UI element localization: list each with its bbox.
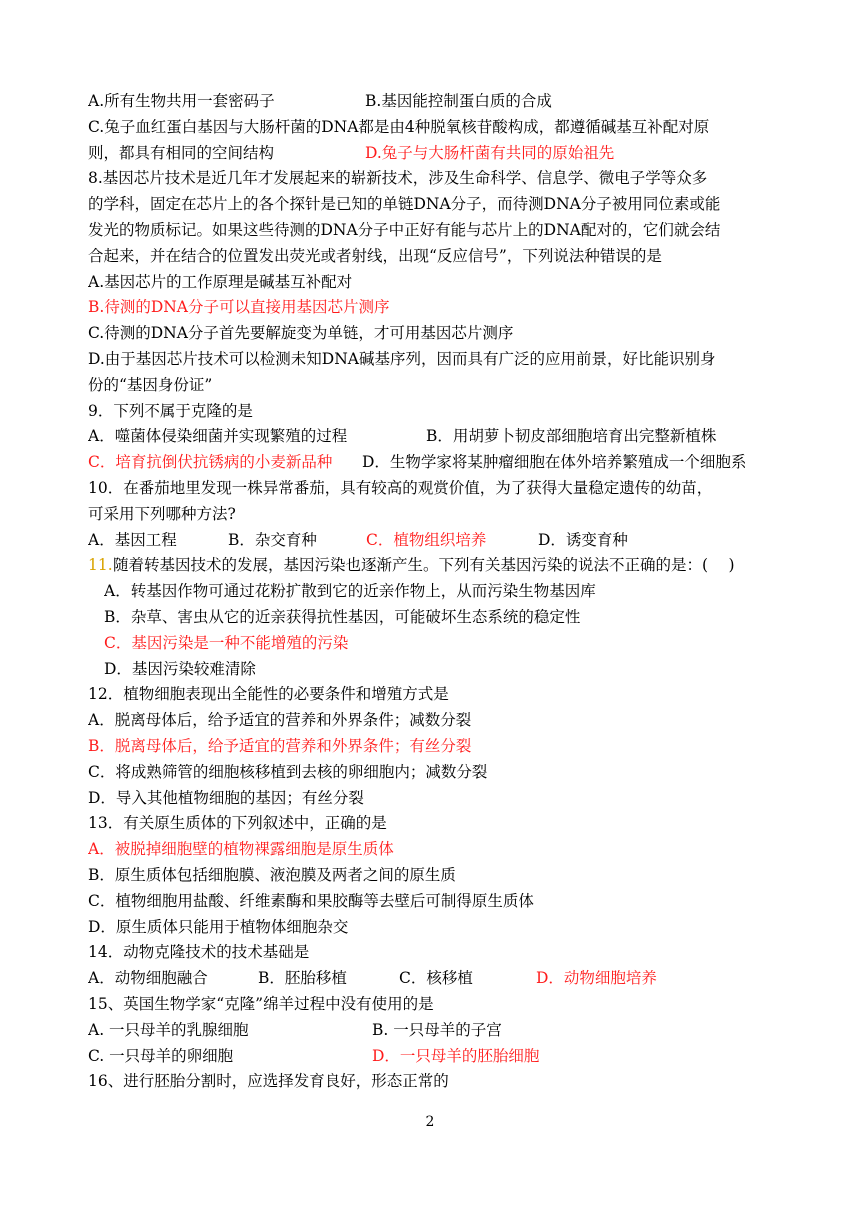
q10-stem-line2: 可采用下列哪种方法?: [88, 505, 236, 523]
q15-options-ab: [88, 1018, 820, 1044]
q8-option-b-answer: B.待测的DNA分子可以直接用基因芯片测序: [88, 298, 390, 316]
q15-option-d-answer: D．一只母羊的胚胎细胞: [372, 1047, 540, 1065]
q13-stem: 13．有关原生质体的下列叙述中，正确的是: [88, 814, 387, 832]
q11-option-c-answer: C．基因污染是一种不能增殖的污染: [104, 634, 349, 652]
q15-stem: 15、英国生物学家“克隆”绵羊过程中没有使用的是: [88, 995, 434, 1013]
q9-option-c-answer: C．培育抗倒伏抗锈病的小麦新品种: [88, 453, 333, 471]
q13-option-b: B．原生质体包括细胞膜、液泡膜及两者之间的原生质: [88, 866, 456, 884]
q7-options-cd: [88, 141, 820, 167]
q15-option-b: B. 一只母羊的子宫: [372, 1021, 502, 1039]
q16-stem: 16、进行胚胎分割时，应选择发育良好，形态正常的: [88, 1072, 449, 1090]
q9-option-b: B．用胡萝卜韧皮部细胞培育出完整新植株: [426, 427, 717, 445]
q14-stem: 14．动物克隆技术的技术基础是: [88, 943, 310, 961]
page-number: 2: [425, 1114, 435, 1130]
q8-stem-line4: 合起来，并在结合的位置发出荧光或者射线，出现“反应信号”，下列说法种错误的是: [88, 247, 662, 265]
q8-stem-line1: 8.基因芯片技术是近几年才发展起来的崭新技术，涉及生命科学、信息学、微电子学等众多: [88, 169, 708, 187]
q15-options-cd: [88, 1044, 820, 1070]
q12-option-d: D．导入其他植物细胞的基因；有丝分裂: [88, 789, 364, 807]
q12-stem: 12．植物细胞表现出全能性的必要条件和增殖方式是: [88, 685, 449, 703]
q8-option-c: C.待测的DNA分子首先要解旋变为单链，才可用基因芯片测序: [88, 324, 514, 342]
q10-option-c-answer: C．植物组织培养: [366, 531, 487, 549]
q14-option-a: A．动物细胞融合: [88, 969, 208, 987]
q8-option-a: A.基因芯片的工作原理是碱基互补配对: [88, 273, 353, 291]
q8-stem-line2: 的学科，固定在芯片上的各个探针是已知的单链DNA分子，而待测DNA分子被用同位素或能: [88, 195, 721, 213]
q10-stem-line1: 10．在番茄地里发现一株异常番茄，具有较高的观赏价值，为了获得大量稳定遗传的幼苗，: [88, 479, 713, 497]
q14-option-d-answer: D．动物细胞培养: [536, 969, 657, 987]
q7-option-a: A.所有生物共用一套密码子: [88, 92, 275, 110]
q11-option-b: B．杂草、害虫从它的近亲获得抗性基因，可能破坏生态系统的稳定性: [104, 608, 581, 626]
q9-option-a: A．噬菌体侵染细菌并实现繁殖的过程: [88, 427, 348, 445]
q7-option-c-line1: C.兔子血红蛋白基因与大肠杆菌的DNA都是由4种脱氧核苷酸构成，都遵循碱基互补配对原: [88, 118, 710, 136]
q8-stem-line3: 发光的物质标记。如果这些待测的DNA分子中正好有能与芯片上的DNA配对的，它们就会结: [88, 221, 721, 239]
q7-option-c-line2: 则，都具有相同的空间结构: [88, 144, 275, 162]
q9-option-d: D．生物学家将某肿瘤细胞在体外培养繁殖成一个细胞系: [362, 453, 747, 471]
q11-stem: [88, 553, 820, 579]
q8-option-d-line1: D.由于基因芯片技术可以检测未知DNA碱基序列，因而具有广泛的应用前景，好比能识别身: [88, 350, 716, 368]
q13-option-c: C．植物细胞用盐酸、纤维素酶和果胶酶等去壁后可制得原生质体: [88, 892, 534, 910]
q14-option-c: C．核移植: [399, 969, 473, 987]
q7-option-d-answer: D.兔子与大肠杆菌有共同的原始祖先: [365, 144, 615, 162]
q8-option-d-line2: 份的“基因身份证”: [88, 376, 213, 394]
q14-option-b: B．胚胎移植: [258, 969, 347, 987]
q9-stem: 9．下列不属于克隆的是: [88, 402, 253, 420]
q15-option-c: C. 一只母羊的卵细胞: [88, 1047, 234, 1065]
q12-option-c: C．将成熟筛管的细胞核移植到去核的卵细胞内；减数分裂: [88, 763, 488, 781]
q12-option-b-answer: B．脱离母体后，给予适宜的营养和外界条件；有丝分裂: [88, 737, 472, 755]
q9-options-cd: [88, 450, 820, 476]
q11-number: 11.: [88, 556, 113, 574]
q9-options-ab: [88, 424, 820, 450]
q10-options: [88, 528, 820, 554]
q10-option-a: A．基因工程: [88, 531, 177, 549]
q11-option-d: D．基因污染较难清除: [104, 660, 256, 678]
q14-options: [88, 966, 820, 992]
q11-option-a: A．转基因作物可通过花粉扩散到它的近亲作物上，从而污染生物基因库: [104, 582, 596, 600]
q10-option-d: D．诱变育种: [538, 531, 628, 549]
q11-stem-text: 随着转基因技术的发展，基因污染也逐渐产生。下列有关基因污染的说法不正确的是：( ): [113, 556, 735, 574]
q7-option-b: B.基因能控制蛋白质的合成: [365, 92, 552, 110]
q15-option-a: A. 一只母羊的乳腺细胞: [88, 1021, 249, 1039]
q10-option-b: B．杂交育种: [228, 531, 317, 549]
q12-option-a: A．脱离母体后，给予适宜的营养和外界条件；减数分裂: [88, 711, 472, 729]
q7-options-ab: [88, 89, 820, 115]
q13-option-a-answer: A．被脱掉细胞壁的植物裸露细胞是原生质体: [88, 840, 394, 858]
q13-option-d: D．原生质体只能用于植物体细胞杂交: [88, 918, 349, 936]
